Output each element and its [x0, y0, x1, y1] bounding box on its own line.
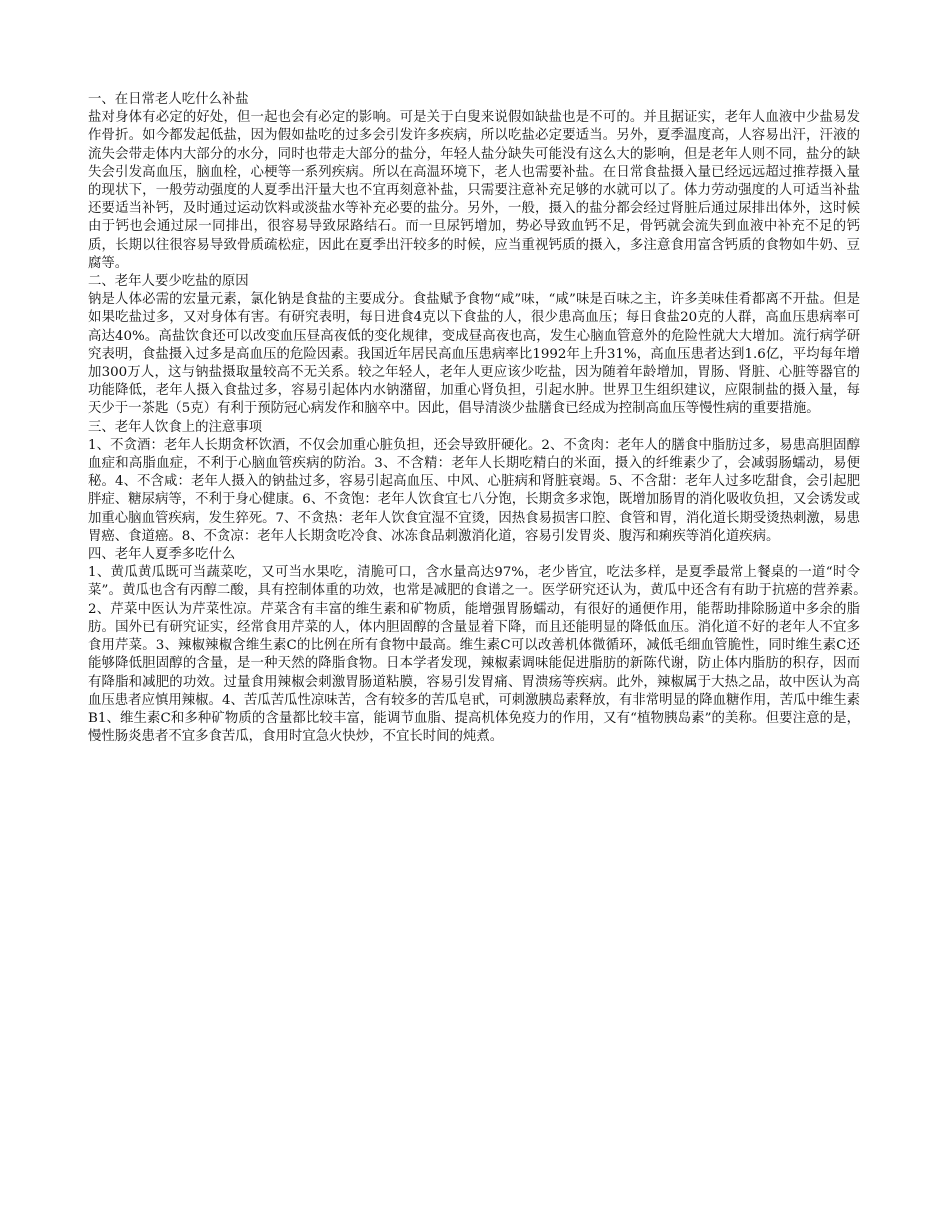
document-body	[88, 91, 887, 746]
section-paragraph-4: 1、黄瓜黄瓜既可当蔬菜吃，又可当水果吃，清脆可口，含水量高达97%，老少皆宜，吃法多样，是夏季最常上餐桌的一道“时令菜”。黄瓜也含有丙醇二酸，具有控制体重的功效，也常是减肥的食谱之一。医学研究还认为，黄瓜中还含有有助于抗癌的营养素。 2、芹菜中医认为芹菜性凉。芹菜含有丰富的维生素和矿物质，能增强胃肠蠕动，有很好的通便作用，能帮助排除肠道中多余的脂肪。国外已有研究证实，经常食用芹菜的人，体内胆固醇的含量显着下降，而且还能明显的降低血压。消化道不好的老年人不宜多食用芹菜。3、辣椒辣椒含维生素C的比例在所有食物中最高。维生素C可以改善机体微循环，减低毛细血管脆性，同时维生素C还能够降低胆固醇的含量，是一种天然的降脂食物。日本学者发现，辣椒素调味能促进脂肪的新陈代谢，防止体内脂肪的积存，因而有降脂和减肥的功效。过量食用辣椒会刺激胃肠道粘膜，容易引发胃痛、胃溃疡等疾病。此外，辣椒属于大热之品，故中医认为高血压患者应慎用辣椒。4、苦瓜苦瓜性凉味苦，含有较多的苦瓜皂甙，可刺激胰岛素释放，有非常明显的降血糖作用，苦瓜中维生素B1、维生素C和多种矿物质的含量都比较丰富，能调节血脂、提高机体免疫力的作用，又有“植物胰岛素”的美称。但要注意的是，慢性肠炎患者不宜多食苦瓜，食用时宜急火快炒，不宜长时间的炖煮。	[88, 565, 887, 745]
section-heading-2: 二、老年人要少吃盐的原因	[88, 274, 249, 290]
section-heading-1: 一、在日常老人吃什么补盐	[88, 92, 249, 107]
section-heading-4: 四、老年人夏季多吃什么	[88, 547, 236, 563]
section-paragraph-1: 盐对身体有必定的好处，但一起也会有必定的影响。可是关于白叟来说假如缺盐也是不可的。并且据证实，老年人血液中少盐易发作骨折。如今都发起低盐，因为假如盐吃的过多会引发许多疾病，所以吃盐必定要适当。另外，夏季温度高，人容易出汗，汗液的流失会带走体内大部分的水分，同时也带走大部分的盐分，年轻人盐分缺失可能没有这么大的影响，但是老年人则不同，盐分的缺失会引发高血压，脑血栓，心梗等一系列疾病。所以在高温环境下，老人也需要补盐。在日常食盐摄入量已经远远超过推荐摄入量的现状下，一般劳动强度的人夏季出汗量大也不宜再刻意补盐，只需要注意补充足够的水就可以了。体力劳动强度的人可适当补盐还要适当补钙，及时通过运动饮料或淡盐水等补充必要的盐分。另外，一般，摄入的盐分都会经过肾脏后通过尿排出体外，这时候由于钙也会通过尿一同排出，很容易导致尿路结石。而一旦尿钙增加，势必导致血钙不足，骨钙就会流失到血液中补充不足的钙质，长期以往很容易导致骨质疏松症，因此在夏季出汗较多的时候，应当重视钙质的摄入，多注意食用富含钙质的食物如牛奶、豆腐等。	[88, 110, 860, 271]
section-heading-3: 三、老年人饮食上的注意事项	[88, 419, 263, 435]
section-paragraph-2: 钠是人体必需的宏量元素，氯化钠是食盐的主要成分。食盐赋予食物“咸”味，“咸”味是百味之主，许多美味佳肴都离不开盐。但是如果吃盐过多，又对身体有害。有研究表明，每日进食4克以下食盐的人，很少患高血压；每日食盐20克的人群，高血压患病率可高达40%。高盐饮食还可以改变血压昼高夜低的变化规律，变成昼高夜也高，发生心脑血管意外的危险性就大大增加。流行病学研究表明，食盐摄入过多是高血压的危险因素。我国近年居民高血压患病率比1992年上升31%，高血压患者达到1.6亿，平均每年增加300万人，这与钠盐摄取量较高不无关系。较之年轻人，老年人更应该少吃盐，因为随着年龄增加，胃肠、肾脏、心脏等器官的功能降低，老年人摄入食盐过多，容易引起体内水钠潴留，加重心肾负担，引起水肿。世界卫生组织建议，应限制盐的摄入量，每天少于一茶匙（5克）有利于预防冠心病发作和脑卒中。因此，倡导清淡少盐膳食已经成为控制高血压等慢性病的重要措施。	[88, 292, 860, 417]
section-paragraph-3: 1、不贪酒：老年人长期贪杯饮酒，不仅会加重心脏负担，还会导致肝硬化。2、不贪肉：老年人的膳食中脂肪过多，易患高胆固醇血症和高脂血症，不利于心脑血管疾病的防治。3、不含精：老年人长期吃精白的米面，摄入的纤维素少了，会减弱肠蠕动，易便秘。4、不含咸：老年人摄入的钠盐过多，容易引起高血压、中风、心脏病和肾脏衰竭。5、不含甜：老年人过多吃甜食，会引起肥胖症、糖尿病等，不利于身心健康。6、不贪饱：老年人饮食宜七八分饱，长期贪多求饱，既增加肠胃的消化吸收负担，又会诱发或加重心脑血管疾病，发生猝死。7、不贪热：老年人饮食宜湿不宜烫，因热食易损害口腔、食管和胃，消化道长期受烫热刺激，易患胃癌、食道癌。8、不贪凉：老年人长期贪吃冷食、冰冻食品刺激消化道，容易引发胃炎、腹泻和痢疾等消化道疾病。	[88, 437, 860, 544]
